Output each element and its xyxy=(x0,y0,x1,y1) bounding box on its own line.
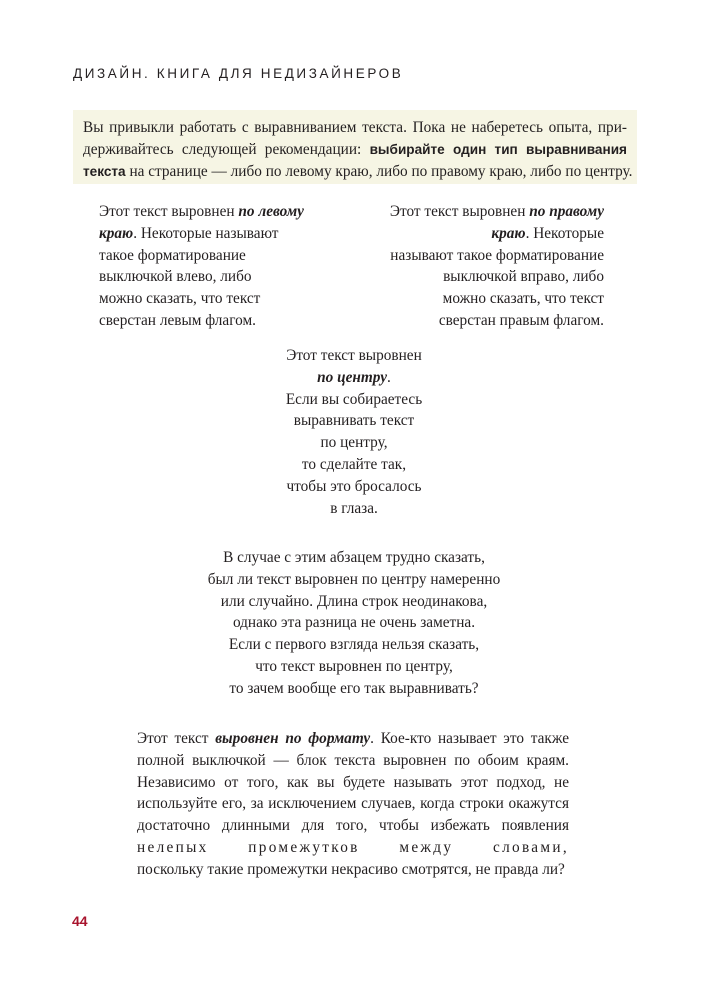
emphasis: по центру xyxy=(317,368,388,386)
text-line: то зачем вообще его так выравнивать? xyxy=(229,679,479,697)
text-line: выключкой влево, либо xyxy=(99,268,252,286)
text-line: достаточно длинными для того, чтобы избежать появления xyxy=(137,817,569,835)
text-line: выравнивать текст xyxy=(293,412,415,430)
text-span: . Некоторые называют xyxy=(133,224,279,242)
text-line: полной выключкой — блок текста выровнен по обоим краям. xyxy=(137,751,569,769)
text-line: был ли текст выровнен по центру намеренно xyxy=(207,570,501,588)
emphasis: выровнен по формату xyxy=(215,730,371,747)
tip-box xyxy=(73,110,637,184)
tip-line-2 xyxy=(83,139,627,161)
tip-emphasis: выбирайте один тип выравнивания xyxy=(369,142,627,157)
tip-line-3-text: на странице — либо по левому краю, либо по правому краю, либо по центру. xyxy=(125,163,633,180)
text-line: то сделайте так, xyxy=(301,455,407,473)
text-line: Этот текст выровнен xyxy=(286,347,422,364)
text-line: Если с первого взгляда нельзя сказать, xyxy=(228,636,480,654)
tip-line-3 xyxy=(83,161,633,183)
text-line: по центру, xyxy=(320,434,388,452)
running-head: ДИЗАЙН. КНИГА ДЛЯ НЕДИЗАЙНЕРОВ xyxy=(73,66,404,81)
text-line xyxy=(99,201,304,223)
emphasis: краю xyxy=(99,224,134,242)
text-line: выключкой вправо, либо xyxy=(443,268,604,286)
emphasis: краю xyxy=(491,224,526,242)
text-line: поскольку такие промежутки некрасиво смотрятся, не правда ли? xyxy=(137,860,565,878)
text-line: можно сказать, что текст xyxy=(442,290,604,308)
page-number: 44 xyxy=(72,913,88,929)
justified-example xyxy=(137,728,569,881)
text-span: . xyxy=(387,368,391,386)
emphasis: по левому xyxy=(238,203,304,220)
text-line-gappy: нелепых промежутков между словами, xyxy=(137,838,569,856)
tip-emphasis-end: текста xyxy=(83,164,126,179)
left-aligned-example xyxy=(99,201,304,332)
center-aligned-example xyxy=(204,345,504,519)
text-line xyxy=(99,223,304,245)
text-line: Независимо от того, как вы будете называть этот подход, не xyxy=(137,773,569,791)
text-line xyxy=(137,728,569,750)
text-line: В случае с этим абзацем трудно сказать, xyxy=(223,549,485,566)
text-line: сверстан левым флагом. xyxy=(99,311,256,329)
tip-line-1: Вы привыкли работать с выравниванием текста. Пока не наберетесь опыта, при- xyxy=(83,119,627,136)
text-line: можно сказать, что текст xyxy=(99,290,261,308)
text-line xyxy=(204,367,504,389)
tip-line-2-text: держивайтесь следующей рекомендации: xyxy=(83,141,370,158)
right-aligned-example xyxy=(360,201,604,332)
text-line: чтобы это бросалось xyxy=(286,477,422,495)
text-line: такое форматирование xyxy=(99,246,246,264)
text-line xyxy=(360,201,604,223)
text-line xyxy=(360,223,604,245)
text-line: однако эта разница не очень заметна. xyxy=(232,614,476,632)
text-span: . Некоторые xyxy=(525,224,604,242)
subtle-center-example xyxy=(154,547,554,700)
text-line: или случайно. Длина строк неодинакова, xyxy=(220,592,488,610)
text-line: Если вы собираетесь xyxy=(285,390,423,408)
text-line: что текст выровнен по центру, xyxy=(255,657,453,675)
text-span: Этот текст xyxy=(137,730,216,747)
text-line: сверстан правым флагом. xyxy=(438,311,604,329)
text-span: . Кое-кто называет это также xyxy=(370,730,569,747)
text-span: Этот текст выровнен xyxy=(99,203,239,220)
text-line: используйте его, за исключением случаев, когда строки окажутся xyxy=(137,795,569,813)
text-span: Этот текст выровнен xyxy=(389,203,530,220)
emphasis: по правому xyxy=(529,203,604,220)
text-line: в глаза. xyxy=(330,499,378,517)
text-line: называют такое форматирование xyxy=(390,246,604,264)
